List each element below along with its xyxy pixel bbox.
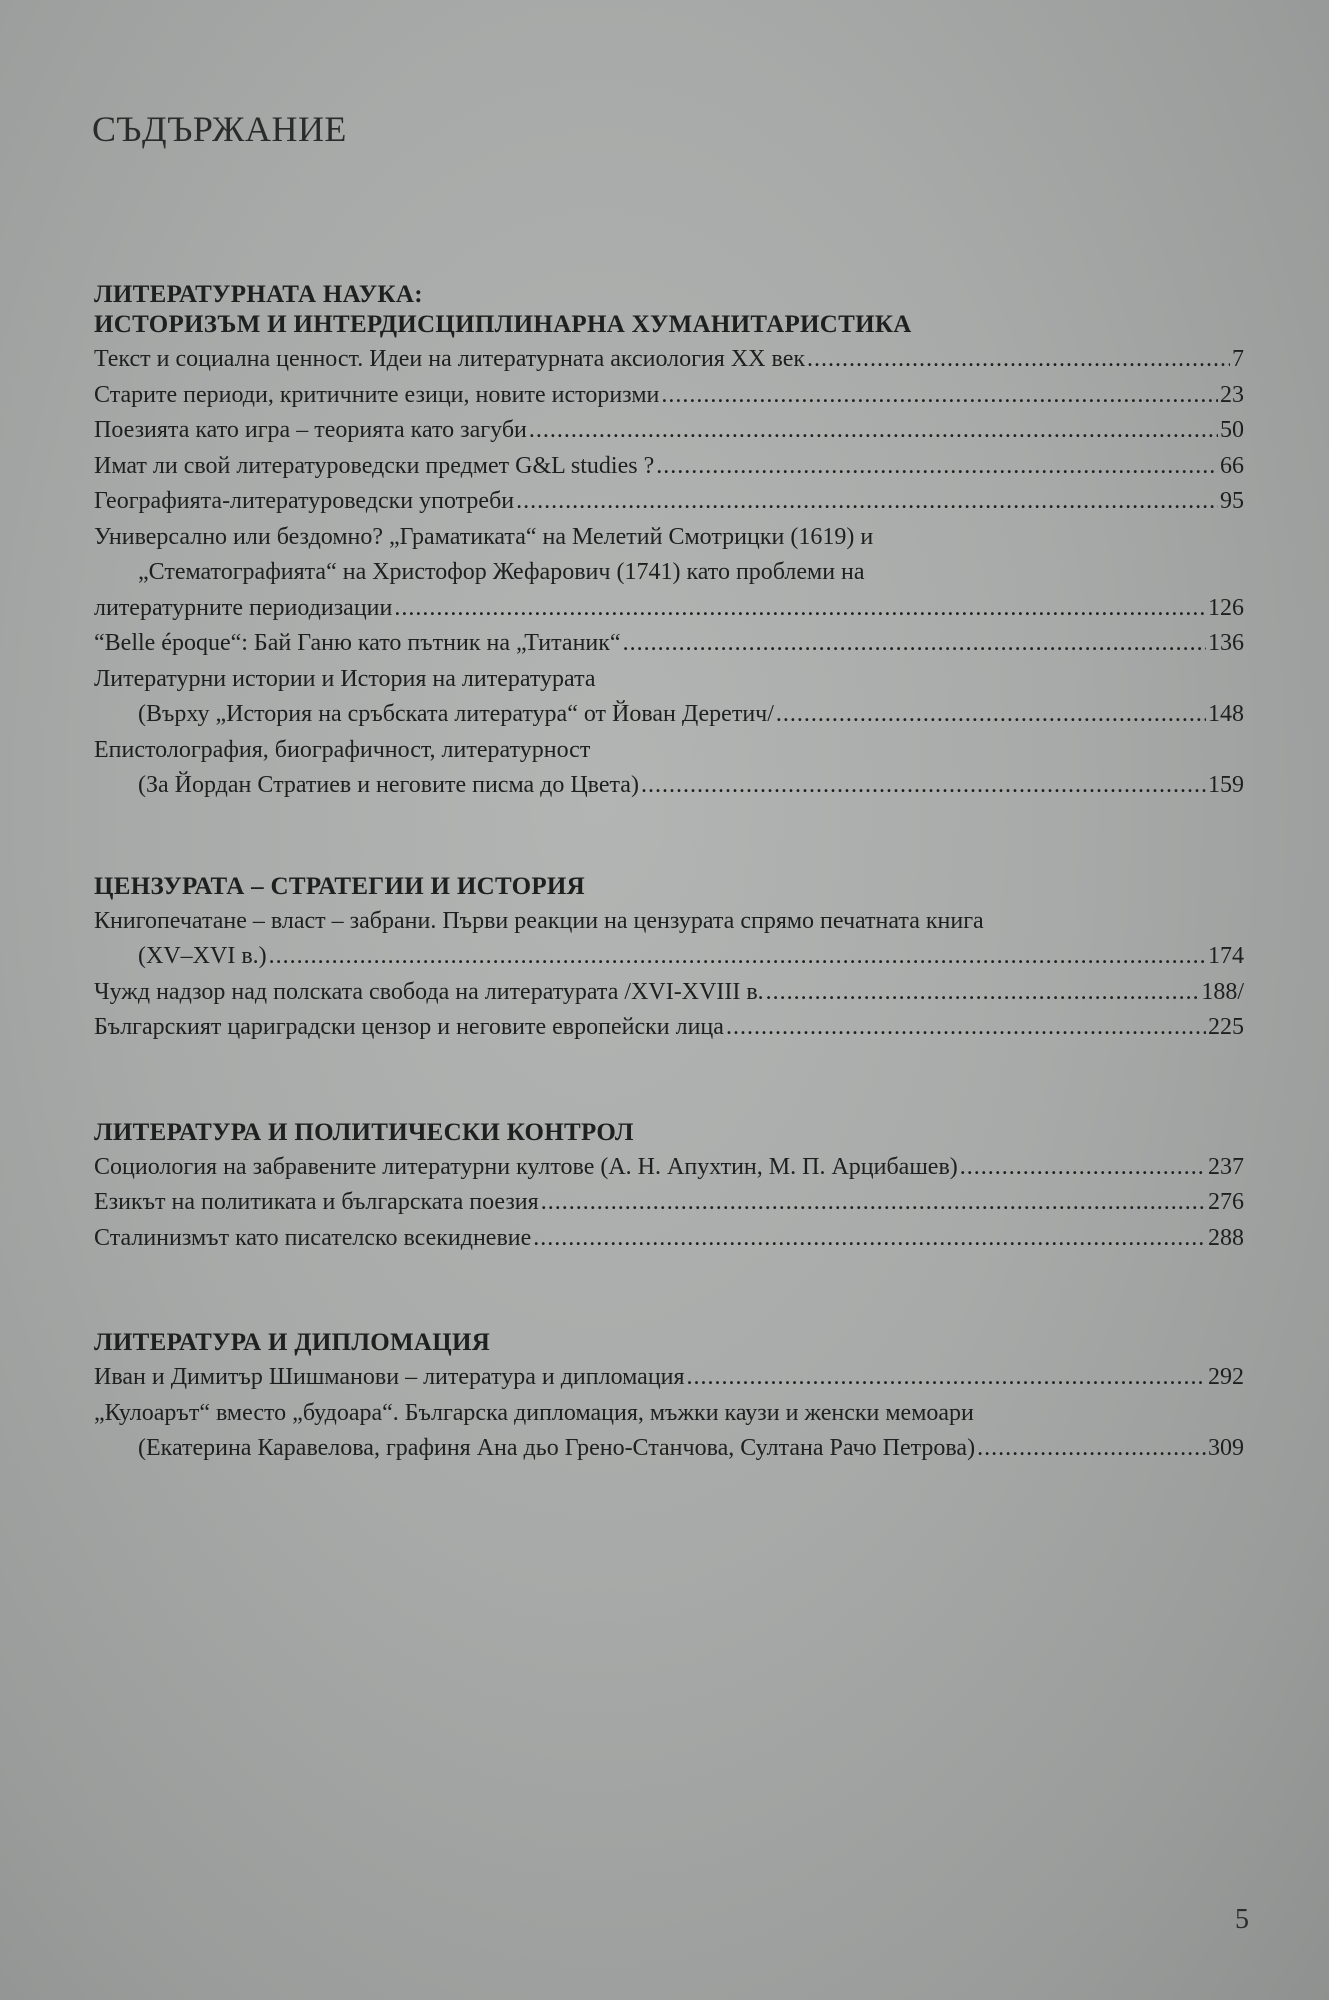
toc-entry[interactable] [94,1360,1244,1396]
toc-section [94,280,1244,804]
toc-entry[interactable] [94,1150,1244,1186]
dot-leader [656,449,1218,485]
toc-entry-multiline[interactable] [94,662,1244,733]
entry-title-line1: Универсално или бездомно? „Граматиката“ на Мелетий Смотрицки (1619) и [94,523,874,550]
page-number: 136 [1208,630,1244,656]
page-number: 7 [1232,346,1244,372]
entry-title: Поезията като игра – теорията като загуби [94,417,527,443]
section-heading: ЛИТЕРАТУРА И ДИПЛОМАЦИЯ [94,1329,491,1356]
section-heading: ЛИТЕРАТУРА И ПОЛИТИЧЕСКИ КОНТРОЛ [94,1118,634,1146]
toc-entry[interactable] [94,484,1244,520]
dot-leader [516,484,1218,520]
page-number: 237 [1208,1153,1244,1180]
page-number: 188/ [1201,978,1244,1005]
entry-title: (За Йордан Стратиев и неговите писма до Цвета) [138,772,639,798]
dot-leader [776,697,1206,733]
entry-title: (XV–XVI в.) [138,943,267,969]
entry-title: “Belle époque“: Бай Ганю като пътник на „Титаник“ [94,630,621,656]
toc-entry[interactable] [94,413,1244,449]
toc-entry-multiline[interactable] [94,733,1244,804]
dot-leader [661,378,1218,414]
entry-title-line1: Книгопечатане – власт – забрани. Първи реакции на цензурата спрямо печатната книга [94,907,984,934]
page-number: 148 [1208,701,1244,727]
toc-section [94,872,1244,1046]
section-heading: ЦЕНЗУРАТА – СТРАТЕГИИ И ИСТОРИЯ [94,872,586,900]
page-number: 23 [1220,381,1244,408]
section-heading: ЛИТЕРАТУРНАТА НАУКА: [94,281,423,308]
toc-entry[interactable] [94,378,1244,414]
dot-leader [687,1360,1206,1396]
entry-title: Текст и социална ценност. Идеи на литературната аксиология XX век [94,346,806,372]
entry-title: (Върху „История на сръбската литература“ от Йован Деретич/ [138,701,774,727]
dot-leader [623,626,1206,662]
toc-entry[interactable] [94,1185,1244,1221]
entry-title: литературните периодизации [94,594,393,621]
entry-last-line [94,697,1244,733]
entry-title: Езикът на политиката и българската поезия [94,1189,539,1215]
page-number: 292 [1208,1364,1244,1390]
toc-entry-multiline[interactable] [94,1396,1244,1467]
entry-title-line1: „Кулоарът“ вместо „будоара“. Българска дипломация, мъжки каузи и женски мемоари [94,1399,974,1426]
toc-entry[interactable] [94,449,1244,485]
page-number: 174 [1208,943,1244,969]
page-folio-number: 5 [1235,1904,1249,1935]
toc-entry[interactable] [94,342,1244,378]
page-number: 159 [1208,772,1244,798]
dot-leader [807,342,1230,378]
page-title: СЪДЪРЖАНИЕ [92,109,347,149]
page-number: 225 [1208,1014,1244,1040]
dot-leader [533,1221,1206,1257]
entry-title: Българският цариградски цензор и неговите европейски лица [94,1014,724,1040]
dot-leader [394,591,1206,627]
entry-title: Чужд надзор над полската свобода на литературата /XVI-XVIII в. [94,978,764,1005]
dot-leader [541,1185,1206,1221]
entry-last-line [94,939,1244,975]
toc-entry[interactable] [94,1010,1244,1046]
toc-entry[interactable] [94,626,1244,662]
dot-leader [726,1010,1206,1046]
toc-entry[interactable] [94,1221,1244,1257]
dot-leader [269,939,1206,975]
toc-section [94,1328,1244,1467]
toc-section [94,1118,1244,1257]
toc-entry[interactable] [94,975,1244,1011]
entry-last-line [94,591,1244,627]
dot-leader [766,975,1200,1011]
page-number: 309 [1208,1435,1244,1461]
entry-title: Иван и Димитър Шишманови – литература и дипломация [94,1364,685,1390]
dot-leader [641,768,1206,804]
entry-title: Географията-литературоведски употреби [94,488,515,514]
table-of-contents [94,280,1244,1537]
entry-title: Имат ли свой литературоведски предмет G&L studies ? [94,452,655,479]
page-number: 66 [1220,452,1244,479]
page-number: 288 [1208,1224,1244,1251]
entry-title: Социология на забравените литературни култове (А. Н. Апухтин, М. П. Арцибашев) [94,1153,958,1180]
entry-last-line [94,768,1244,804]
entry-title-line2: „Стематографията“ на Христофор Жефарович (1741) като проблеми на [138,559,865,585]
entry-last-line [94,1431,1244,1467]
entry-title-line1: Литературни истории и История на литературата [94,665,596,692]
dot-leader [960,1150,1206,1186]
page-number: 126 [1208,594,1244,621]
dot-leader [977,1431,1206,1467]
entry-title-line1: Епистолография, биографичност, литературност [94,736,591,763]
entry-title: Старите периоди, критичните езици, новите историзми [94,381,660,408]
page-number: 50 [1220,417,1244,443]
toc-entry-multiline[interactable] [94,904,1244,975]
entry-title: (Екатерина Каравелова, графиня Ана дьо Грено-Станчова, Султана Рачо Петрова) [138,1435,976,1461]
toc-entry-multiline[interactable] [94,520,1244,627]
section-heading-line2: ИСТОРИЗЪМ И ИНТЕРДИСЦИПЛИНАРНА ХУМАНИТАРИСТИКА [94,311,912,338]
page-number: 95 [1220,488,1244,514]
page-number: 276 [1208,1189,1244,1215]
dot-leader [529,413,1218,449]
entry-title: Сталинизмът като писателско всекидневие [94,1224,532,1251]
